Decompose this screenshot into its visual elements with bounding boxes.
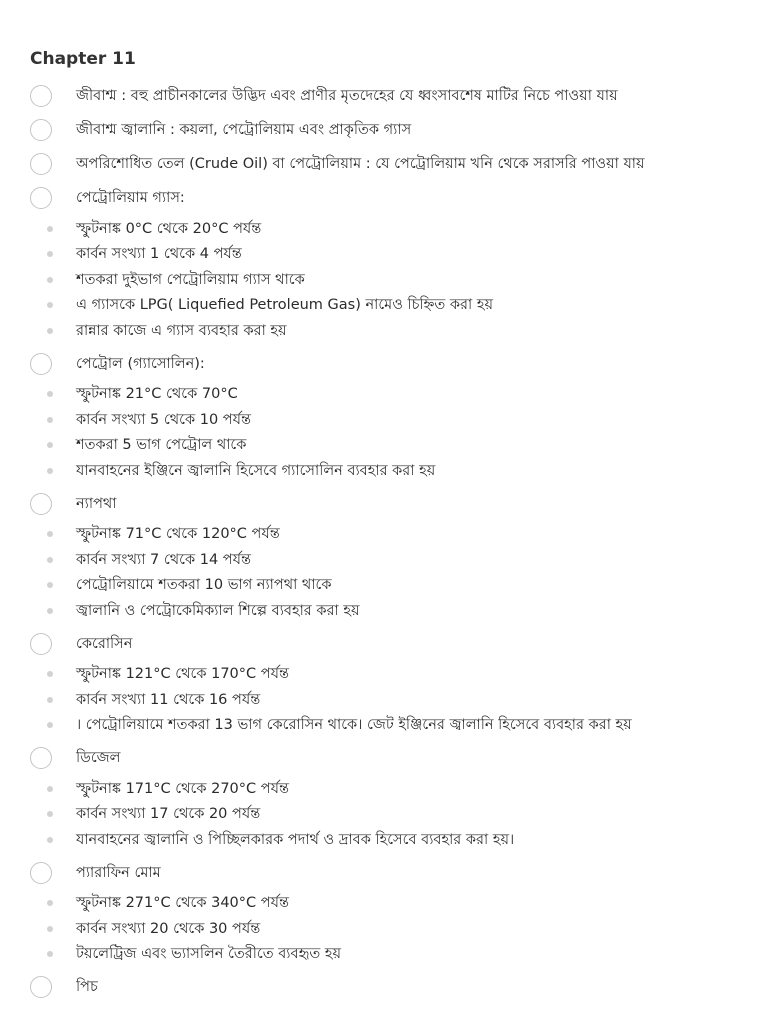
bullet-dot-icon bbox=[47, 582, 53, 588]
bullet-item bbox=[30, 382, 768, 408]
bullet-item-text: শতকরা দুইভাগ পেট্রোলিয়াম গ্যাস থাকে bbox=[76, 271, 305, 288]
bullet-dot-icon bbox=[47, 417, 53, 423]
note-list bbox=[30, 82, 768, 1001]
chapter-title: Chapter 11 bbox=[30, 49, 136, 69]
checkbox-circle[interactable] bbox=[30, 187, 52, 209]
checklist-item-text: পিচ bbox=[76, 979, 98, 995]
bullet-item bbox=[30, 827, 768, 853]
checklist-item bbox=[30, 82, 768, 110]
bullet-dot-icon bbox=[47, 391, 53, 397]
bullet-dot-icon bbox=[47, 697, 53, 703]
bullet-item bbox=[30, 687, 768, 713]
checklist-item bbox=[30, 490, 768, 518]
bullet-item-text: এ গ্যাসকে LPG( Liquefied Petroleum Gas) নামেও চিহ্নিত করা হয় bbox=[76, 297, 493, 314]
checkbox-circle[interactable] bbox=[30, 493, 52, 515]
checklist-item-text: ন্যাপথা bbox=[76, 495, 117, 512]
checklist-item bbox=[30, 744, 768, 772]
checklist-item bbox=[30, 116, 768, 144]
bullet-item bbox=[30, 318, 768, 344]
checkbox-circle[interactable] bbox=[30, 976, 52, 998]
bullet-item bbox=[30, 216, 768, 242]
bullet-item-text: জ্বালানি ও পেট্রোকেমিক্যাল শিল্পে ব্যবহার করা হয় bbox=[76, 602, 360, 619]
bullet-dot-icon bbox=[47, 328, 53, 334]
bullet-dot-icon bbox=[47, 900, 53, 906]
bullet-dot-icon bbox=[47, 468, 53, 474]
bullet-item-text: স্ফুটনাঙ্ক 0°C থেকে 20°C পর্যন্ত bbox=[76, 220, 262, 237]
bullet-list bbox=[30, 891, 768, 968]
bullet-item bbox=[30, 802, 768, 828]
bullet-dot-icon bbox=[47, 671, 53, 677]
checklist-item-text: জীবাশ্ম : বহু প্রাচীনকালের উদ্ভিদ এবং প্রাণীর মৃতদেহের যে ধ্বংসাবশেষ মাটির নিচে পাওয়া যায় bbox=[76, 88, 618, 104]
bullet-item bbox=[30, 522, 768, 548]
bullet-item bbox=[30, 267, 768, 293]
bullet-item-text: স্ফুটনাঙ্ক 71°C থেকে 120°C পর্যন্ত bbox=[76, 526, 280, 543]
checklist-item-text: ডিজেল bbox=[76, 750, 121, 766]
bullet-item-text: কার্বন সংখ্যা 7 থেকে 14 পর্যন্ত bbox=[76, 551, 251, 568]
bullet-item-text: স্ফুটনাঙ্ক 271°C থেকে 340°C পর্যন্ত bbox=[76, 895, 289, 912]
checkbox-circle[interactable] bbox=[30, 747, 52, 769]
bullet-item bbox=[30, 547, 768, 573]
checklist-item-text: জীবাশ্ম জ্বালানি : কয়লা, পেট্রোলিয়াম এবং প্রাকৃতিক গ্যাস bbox=[76, 122, 412, 138]
bullet-item bbox=[30, 573, 768, 599]
bullet-dot-icon bbox=[47, 302, 53, 308]
checklist-item-text: অপরিশোধিত তেল (Crude Oil) বা পেট্রোলিয়াম : যে পেট্রোলিয়াম খনি থেকে সরাসরি পাওয়া যায় bbox=[76, 156, 645, 172]
checklist-item-text: পেট্রোলিয়াম গ্যাস: bbox=[76, 190, 185, 206]
bullet-item-text: স্ফুটনাঙ্ক 121°C থেকে 170°C পর্যন্ত bbox=[76, 666, 289, 683]
bullet-list bbox=[30, 776, 768, 853]
checklist-item-text: পেট্রোল (গ্যাসোলিন): bbox=[76, 355, 205, 372]
bullet-item bbox=[30, 713, 768, 739]
checkbox-circle[interactable] bbox=[30, 153, 52, 175]
bullet-item bbox=[30, 433, 768, 459]
bullet-list bbox=[30, 662, 768, 739]
bullet-dot-icon bbox=[47, 786, 53, 792]
bullet-item-text: । পেট্রোলিয়ামে শতকরা 13 ভাগ কেরোসিন থাকে। জেট ইঞ্জিনের জ্বালানি হিসেবে ব্যবহার করা হয় bbox=[76, 717, 632, 734]
bullet-item bbox=[30, 776, 768, 802]
bullet-item-text: কার্বন সংখ্যা 17 থেকে 20 পর্যন্ত bbox=[76, 806, 261, 823]
checkbox-circle[interactable] bbox=[30, 862, 52, 884]
bullet-dot-icon bbox=[47, 277, 53, 283]
bullet-item-text: কার্বন সংখ্যা 20 থেকে 30 পর্যন্ত bbox=[76, 920, 261, 937]
bullet-item-text: কার্বন সংখ্যা 1 থেকে 4 পর্যন্ত bbox=[76, 246, 242, 263]
bullet-dot-icon bbox=[47, 557, 53, 563]
bullet-dot-icon bbox=[47, 226, 53, 232]
bullet-item bbox=[30, 242, 768, 268]
bullet-item-text: কার্বন সংখ্যা 5 থেকে 10 পর্যন্ত bbox=[76, 411, 251, 428]
bullet-item-text: স্ফুটনাঙ্ক 21°C থেকে 70°C bbox=[76, 386, 238, 403]
bullet-item-text: যানবাহনের জ্বালানি ও পিচ্ছিলকারক পদার্থ ও দ্রাবক হিসেবে ব্যবহার করা হয়। bbox=[76, 831, 515, 848]
bullet-item bbox=[30, 942, 768, 968]
bullet-list bbox=[30, 522, 768, 624]
checklist-item bbox=[30, 973, 768, 1001]
checklist-item bbox=[30, 184, 768, 212]
bullet-item bbox=[30, 458, 768, 484]
bullet-dot-icon bbox=[47, 608, 53, 614]
bullet-item-text: স্ফুটনাঙ্ক 171°C থেকে 270°C পর্যন্ত bbox=[76, 780, 289, 797]
checkbox-circle[interactable] bbox=[30, 119, 52, 141]
bullet-item-text: শতকরা 5 ভাগ পেট্রোল থাকে bbox=[76, 437, 247, 454]
checkbox-circle[interactable] bbox=[30, 353, 52, 375]
checklist-item bbox=[30, 150, 768, 178]
bullet-dot-icon bbox=[47, 811, 53, 817]
bullet-item bbox=[30, 916, 768, 942]
checkbox-circle[interactable] bbox=[30, 85, 52, 107]
bullet-dot-icon bbox=[47, 951, 53, 957]
checklist-item bbox=[30, 350, 768, 378]
bullet-dot-icon bbox=[47, 442, 53, 448]
bullet-dot-icon bbox=[47, 531, 53, 537]
checklist-item-text: প্যারাফিন মোম bbox=[76, 864, 161, 881]
bullet-dot-icon bbox=[47, 251, 53, 257]
bullet-item bbox=[30, 407, 768, 433]
bullet-item-text: যানবাহনের ইঞ্জিনে জ্বালানি হিসেবে গ্যাসোলিন ব্যবহার করা হয় bbox=[76, 462, 436, 479]
bullet-item bbox=[30, 598, 768, 624]
bullet-item-text: পেট্রোলিয়ামে শতকরা 10 ভাগ ন্যাপথা থাকে bbox=[76, 577, 332, 594]
bullet-item-text: রান্নার কাজে এ গ্যাস ব্যবহার করা হয় bbox=[76, 322, 287, 339]
bullet-dot-icon bbox=[47, 926, 53, 932]
checklist-item bbox=[30, 630, 768, 658]
bullet-item bbox=[30, 293, 768, 319]
bullet-item bbox=[30, 662, 768, 688]
checklist-item-text: কেরোসিন bbox=[76, 635, 133, 652]
checkbox-circle[interactable] bbox=[30, 633, 52, 655]
bullet-item-text: কার্বন সংখ্যা 11 থেকে 16 পর্যন্ত bbox=[76, 691, 261, 708]
bullet-item-text: টয়লেট্রিজ এবং ভ্যাসলিন তৈরীতে ব্যবহৃত হয় bbox=[76, 946, 342, 963]
bullet-list bbox=[30, 382, 768, 484]
bullet-dot-icon bbox=[47, 722, 53, 728]
bullet-dot-icon bbox=[47, 837, 53, 843]
bullet-list bbox=[30, 216, 768, 344]
checklist-item bbox=[30, 859, 768, 887]
bullet-item bbox=[30, 891, 768, 917]
